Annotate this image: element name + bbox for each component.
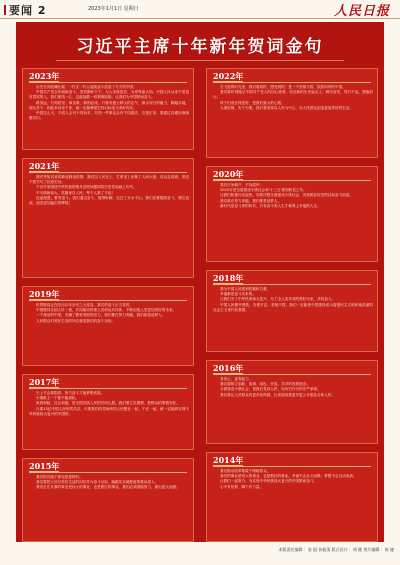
card-year: 2018年 bbox=[213, 273, 244, 283]
year-divider bbox=[29, 472, 187, 473]
card-year: 2021年 bbox=[29, 161, 60, 171]
quote-paragraph: 历史长河波澜壮阔，一代又一代人接续奋斗创造了今天的中国。 bbox=[36, 85, 137, 89]
quote-paragraph: 人民群众对美好生活的向往就是我们的奋斗目标。 bbox=[36, 318, 116, 323]
quote-card-2020年 bbox=[206, 166, 378, 262]
card-year: 2017年 bbox=[29, 377, 60, 387]
quote-paragraph: 让我们为了中华民族伟大复兴，为了全人类共同的美好未来，共同奋斗。 bbox=[220, 297, 335, 302]
year-divider bbox=[213, 374, 371, 375]
card-year: 2023年 bbox=[29, 71, 60, 81]
quote-paragraph: 有信心，更有能力。 bbox=[220, 377, 253, 381]
quote-card-2015年 bbox=[22, 458, 194, 542]
quote-paragraph: 大道至简，实干为要。我们要坚持以人民为中心，为人民群众创造更加美好的生活。 bbox=[220, 105, 353, 110]
quote-paragraph: 2020年是全面建成小康社会和'十三五'规划收官之年。 bbox=[220, 188, 307, 193]
card-text bbox=[213, 183, 373, 209]
quote-card-2021年 bbox=[22, 158, 194, 278]
year-divider bbox=[29, 82, 187, 83]
quote-paragraph: 中国愿同各国人民一道，共同推动构建人类命运共同体，不断创造人类更加美好的未来。 bbox=[36, 308, 177, 313]
year-divider bbox=[29, 172, 187, 173]
quote-paragraph: 我们要树立创新、协调、绿色、开放、共享的发展理念。 bbox=[220, 382, 310, 387]
card-year: 2016年 bbox=[213, 363, 244, 373]
quotes-poster bbox=[16, 22, 384, 542]
year-divider bbox=[213, 180, 371, 181]
newspaper-logo: 人民日报 bbox=[333, 4, 390, 19]
quote-paragraph: 我们的事业是伟大的事业，也是艰巨的事业。幸福不会从天而降，梦想不会自动成真。 bbox=[220, 474, 357, 479]
masthead bbox=[0, 0, 400, 19]
quote-paragraph: 我们只争朝夕，不负韶华。 bbox=[220, 183, 264, 187]
quote-card-2022年 bbox=[206, 68, 378, 158]
quote-paragraph: 中国这么大，不同人会有不同诉求，对同一件事也会有不同看法，这很正常。要通过沟通协商凝聚共识。 bbox=[29, 111, 189, 121]
quote-paragraph: 一个流动的中国，充满了繁荣发展的活力。我们都在努力奔跑，我们都是追梦人。 bbox=[36, 313, 166, 318]
quote-paragraph: 全面建成小康社会，是我们党向人民、向历史作出的庄严承诺。 bbox=[220, 387, 321, 392]
card-text bbox=[213, 287, 373, 313]
card-text bbox=[29, 391, 189, 417]
quote-paragraph: 平凡铸就伟大，英雄来自人民。每个人都了不起！ bbox=[36, 190, 116, 195]
quote-paragraph: 我们要时刻铭记中国共产党人的初心使命，站在新的历史起点上，踔厉奋发，笃行不怠，勇毅前行。 bbox=[213, 90, 373, 100]
quote-paragraph: 千百年来困扰中华民族的绝对贫困问题即将历史性地画上句号。 bbox=[36, 185, 137, 190]
quote-paragraph: 征途漫漫，惟有奋斗。我们通过奋斗，披荆斩棘，走过了万水千山。我们还要继续奋斗，勇往直前，创造更加灿烂的辉煌！ bbox=[29, 195, 189, 206]
poster-title: 习近平主席十年新年贺词金句 bbox=[76, 37, 324, 57]
quote-paragraph: 路虽远，行则将至；事虽难，做则必成。只要有愚公移山的志气、滴水穿石的毅力，脚踏实地，埋头苦干，积跬步以至千里，就一定能够把宏伟目标变为美好现实。 bbox=[29, 100, 189, 110]
card-year: 2022年 bbox=[213, 71, 244, 81]
quote-card-2018年 bbox=[206, 270, 378, 352]
section-label: 要闻 2 bbox=[4, 2, 46, 18]
quote-paragraph: 我为中国人民感到骄傲和自豪。 bbox=[220, 287, 271, 291]
quote-paragraph: 我们要让人民群众有更多获得感，让发展成果更多更公平惠及全体人民。 bbox=[220, 392, 335, 397]
year-divider bbox=[213, 284, 371, 285]
quote-paragraph: 让我们积极行动起来，向着决胜全面建成小康社会、决战脱贫攻坚的目标奋力前进。 bbox=[220, 193, 353, 198]
card-text bbox=[29, 475, 189, 491]
quote-paragraph: 我们推动改革要敢于啃硬骨头。 bbox=[220, 469, 271, 473]
title-divider bbox=[56, 60, 344, 61]
quote-paragraph: 世界格局正在经历百年未有之大变局，我们的奋斗正当其时。 bbox=[36, 303, 134, 307]
quote-paragraph: 天上不会掉馅饼，努力奋斗才能梦想成真。 bbox=[36, 391, 105, 395]
year-divider bbox=[213, 466, 371, 467]
card-text bbox=[213, 85, 373, 111]
card-year: 2014年 bbox=[213, 455, 244, 465]
quote-paragraph: 让我们一起努力，为实现中华民族伟大复兴的中国梦而奋斗。 bbox=[220, 479, 318, 484]
quote-paragraph: 我们要把人民对美好生活的向往作为奋斗目标，踏踏实实地把改革推向深入。 bbox=[36, 480, 159, 485]
year-divider bbox=[213, 82, 371, 83]
card-text bbox=[29, 303, 189, 324]
quote-paragraph: 只要13亿中国人民和衷共济，只要我们的党始终同人民想在一起、干在一起，就一定能够实现中华民族伟大复兴的中国梦。 bbox=[29, 406, 189, 416]
issue-date: 2023年1月1日 星期日 bbox=[88, 6, 139, 12]
quote-paragraph: 小康路上一个都不能掉队。 bbox=[36, 396, 80, 401]
quote-paragraph: 面对突如其来的新冠肺炎疫情，我们以人民至上、生命至上诠释了人间大爱，用众志成城、坚忍不拔书写了抗疫史诗。 bbox=[29, 175, 189, 185]
quote-paragraph: 幸福都是奋斗出来的。 bbox=[220, 292, 256, 297]
quote-card-2017年 bbox=[22, 374, 194, 450]
quote-paragraph: 我们都在努力奔跑，我们都是追梦人。 bbox=[220, 198, 282, 203]
quote-paragraph: 家庭和睦，社会和谐，是全国各族人民的共同心愿。我们要立足国情，把群众的事情办好。 bbox=[36, 401, 180, 406]
quote-paragraph: 中国共产党百年砥砺奋斗，坚持胸怀天下，为人类谋进步、为世界谋大同。中国人民从来不是畏首畏尾的人，我们团结一心，定能战胜一切艰难险阻，让我们为中国梦而奋斗。 bbox=[29, 90, 189, 100]
quote-paragraph: 中国人民勤劳勇敢，自强不息，坚韧不拔。我们一定能把中国建设成为富强民主文明和谐美丽的社会主义现代化强国。 bbox=[213, 302, 373, 312]
quote-paragraph: 新时代是奋斗者的时代，只有奋斗的人生才称得上幸福的人生。 bbox=[220, 203, 321, 208]
credits: 本版责任编辑 ：张 挺 孙振清 版式设计 ：胡 健 图片编辑 ：陈 捷 bbox=[278, 547, 394, 552]
card-year: 2015年 bbox=[29, 461, 60, 471]
card-text bbox=[29, 175, 189, 206]
card-year: 2019年 bbox=[29, 289, 60, 299]
quote-card-2023年 bbox=[22, 68, 194, 150]
quote-paragraph: 我们的各级干部也是蛮拼的。 bbox=[36, 475, 83, 479]
quote-paragraph: 心中有信仰，脚下有力量。 bbox=[220, 484, 264, 489]
quote-card-2019年 bbox=[22, 286, 194, 366]
quote-card-2014年 bbox=[206, 452, 378, 542]
quote-card-2016年 bbox=[206, 360, 378, 444]
card-text bbox=[213, 377, 373, 398]
year-divider bbox=[29, 300, 187, 301]
card-text bbox=[213, 469, 373, 490]
year-divider bbox=[29, 388, 187, 389]
card-year: 2020年 bbox=[213, 169, 244, 179]
section-bar-icon bbox=[4, 5, 6, 15]
page-footer bbox=[0, 547, 400, 553]
quote-paragraph: 我们正在从事的事业是伟大的事业，也是艰巨的事业。我们必须继续努力，做出更大贡献。 bbox=[36, 485, 180, 490]
quote-paragraph: 孩子们成长得更好，是我们最大的心愿。 bbox=[220, 100, 285, 105]
card-text bbox=[29, 85, 189, 121]
quote-paragraph: 在飞逝的时光里，我们看到的，感受到的，是一个坚韧不拔、欣欣向荣的中国。 bbox=[220, 85, 346, 89]
